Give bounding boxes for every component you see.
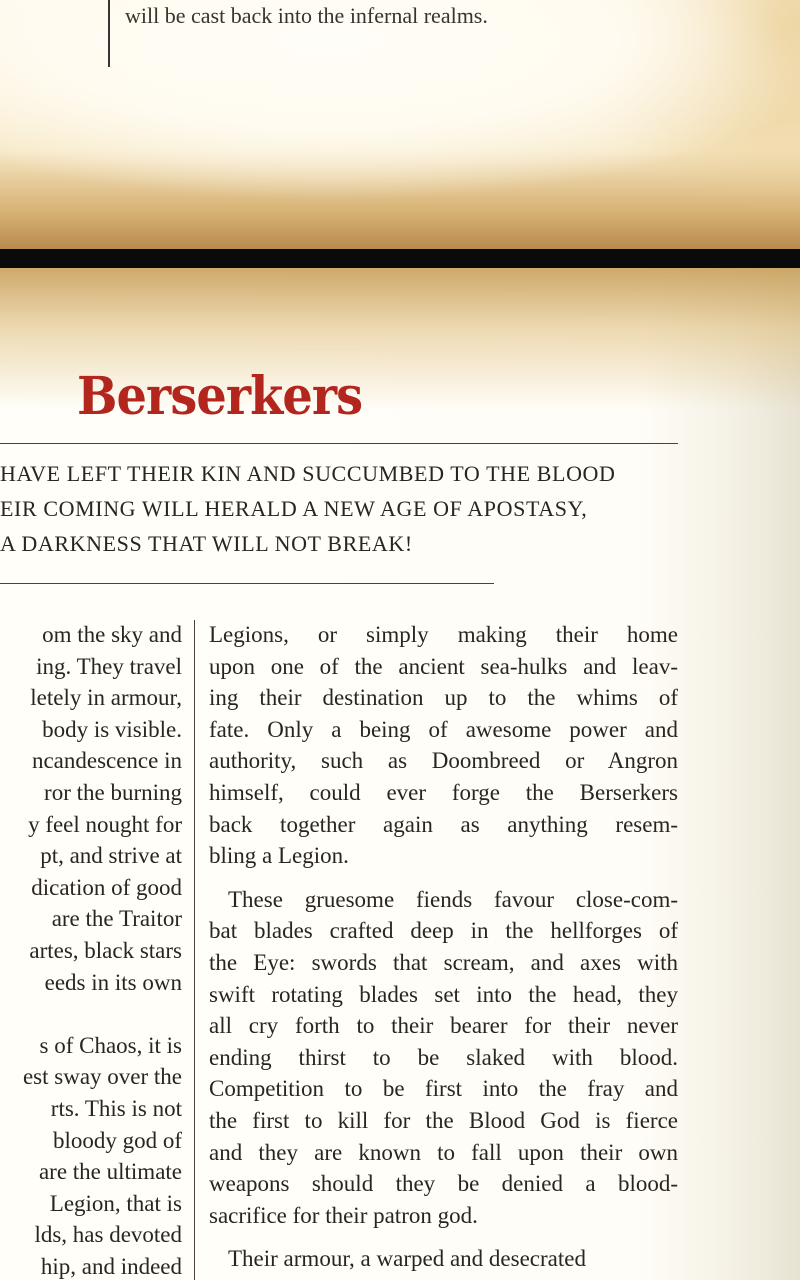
page-separator: [0, 249, 800, 268]
left-column-line: eeds in its own: [44, 969, 182, 995]
left-column-line: Legion, that is: [49, 1190, 182, 1216]
right-column-line: weapons should they be denied a blood-: [209, 1171, 678, 1197]
column-rule: [108, 0, 110, 67]
column-rule: [194, 620, 195, 1280]
bottom-page: [0, 268, 800, 1280]
body-text-line: will be cast back into the infernal realms.: [125, 3, 488, 28]
left-column-line: om the sky and: [42, 622, 182, 647]
right-column-line: Legions, or simply making their home: [209, 622, 678, 647]
left-column-line: are the Traitor: [51, 906, 182, 932]
left-column-line: s of Chaos, it is: [39, 1032, 182, 1058]
left-column-line: pt, and strive at: [40, 843, 182, 869]
right-column-line: ing their destination up to the whims of: [209, 685, 678, 711]
intro-text: [0, 461, 800, 566]
left-column-line: y feel nought for: [28, 811, 182, 837]
right-column: [209, 619, 678, 1275]
left-column-line: est sway over the: [22, 1064, 182, 1090]
left-column-line: are the ultimate: [38, 1159, 182, 1185]
right-column-line: upon one of the ancient sea-hulks and leav-: [209, 653, 678, 679]
left-column-line: bloody god of: [52, 1127, 182, 1153]
right-column-line: authority, such as Doombreed or Angron: [209, 748, 678, 774]
left-column-line: body is visible.: [42, 716, 182, 742]
page-title: Berserkers: [77, 366, 363, 427]
left-column-line: letely in armour,: [30, 685, 182, 711]
right-column-line: sacrifice for their patron god.: [209, 1202, 478, 1228]
intro-line: HAVE LEFT THEIR KIN AND SUCCUMBED TO THE BLOOD: [0, 461, 616, 486]
left-column-line: ncandescence in: [31, 748, 182, 774]
right-column-line: back together again as anything resem-: [209, 811, 678, 837]
intro-line: A DARKNESS THAT WILL NOT BREAK!: [0, 531, 413, 556]
right-column-line: fate. Only a being of awesome power and: [209, 716, 678, 742]
left-column-line: artes, black stars: [29, 937, 182, 963]
left-column-line: dication of good: [31, 874, 182, 900]
right-column-line: all cry forth to their bearer for their never: [209, 1013, 678, 1039]
left-column-line: [0, 998, 182, 1030]
right-column-line: These gruesome fiends favour close-com-: [228, 886, 678, 912]
left-column-line: hip, and indeed: [40, 1253, 182, 1279]
right-column-line: the Eye: swords that scream, and axes with: [209, 949, 678, 975]
left-column-line: lds, has devoted: [34, 1222, 182, 1248]
right-column-line: himself, could ever forge the Berserkers: [209, 779, 678, 805]
divider: [0, 443, 678, 444]
right-column-line: swift rotating blades set into the head, they: [209, 981, 678, 1007]
right-column-line: ending thirst to be slaked with blood.: [209, 1044, 678, 1070]
right-column-line: and they are known to fall upon their own: [209, 1139, 678, 1165]
left-column-line: ror the burning: [44, 779, 182, 805]
right-column-line: bat blades crafted deep in the hellforges of: [209, 918, 678, 944]
intro-line: EIR COMING WILL HERALD A NEW AGE OF APOSTASY,: [0, 496, 588, 521]
left-column: [0, 619, 182, 1280]
right-column-line: the first to kill for the Blood God is fierce: [209, 1107, 678, 1133]
top-page: [0, 0, 800, 249]
right-column-line: bling a Legion.: [209, 843, 349, 869]
right-column-line: Their armour, a warped and desecrated: [228, 1246, 586, 1272]
right-column-line: Competition to be first into the fray and: [209, 1076, 678, 1102]
left-column-line: rts. This is not: [50, 1095, 182, 1121]
left-column-line: ing. They travel: [36, 653, 182, 679]
divider: [0, 583, 494, 584]
